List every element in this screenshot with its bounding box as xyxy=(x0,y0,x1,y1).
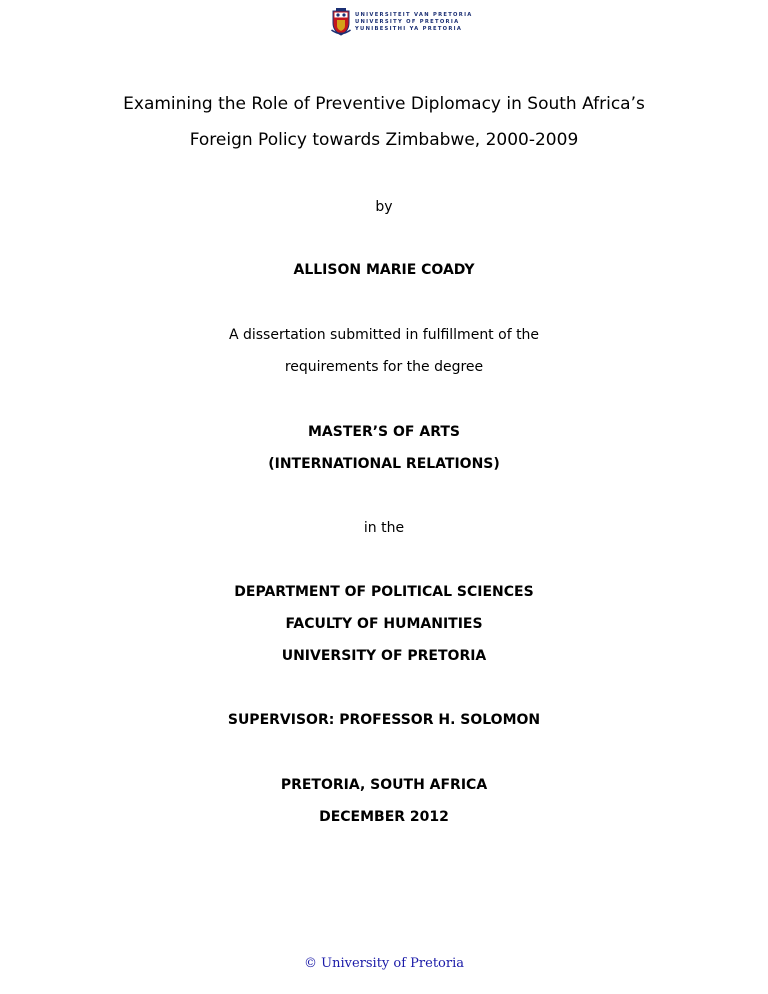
submission-statement-line-2: requirements for the degree xyxy=(284,359,484,375)
university-logo xyxy=(331,8,473,36)
university-name: UNIVERSITY OF PRETORIA xyxy=(281,648,487,664)
by-label: by xyxy=(375,199,393,215)
dissertation-title-line-1: Examining the Role of Preventive Diplomacy in South Africa’s xyxy=(123,94,645,114)
dissertation-title-line-2: Foreign Policy towards Zimbabwe, 2000-2009 xyxy=(189,130,579,150)
date-line: DECEMBER 2012 xyxy=(319,809,449,825)
supervisor-line: SUPERVISOR: PROFESSOR H. SOLOMON xyxy=(227,712,541,728)
department-name: DEPARTMENT OF POLITICAL SCIENCES xyxy=(234,584,534,600)
wordmark-line-sepedi: YUNIBESITHI YA PRETORIA xyxy=(355,25,463,32)
degree-field: (INTERNATIONAL RELATIONS) xyxy=(268,456,500,472)
in-the-label: in the xyxy=(363,520,405,536)
wordmark-line-afrikaans: UNIVERSITEIT VAN PRETORIA xyxy=(355,11,473,18)
university-crest-icon xyxy=(331,8,351,36)
submission-statement-line-1: A dissertation submitted in fulfillment of the xyxy=(228,327,540,343)
university-wordmark xyxy=(355,12,473,33)
faculty-name: FACULTY OF HUMANITIES xyxy=(285,616,483,632)
place-line: PRETORIA, SOUTH AFRICA xyxy=(280,777,488,793)
author-name: ALLISON MARIE COADY xyxy=(293,262,475,278)
copyright-footer: © University of Pretoria xyxy=(304,956,464,971)
degree-name: MASTER’S OF ARTS xyxy=(308,424,460,440)
wordmark-line-english: UNIVERSITY OF PRETORIA xyxy=(355,18,460,25)
